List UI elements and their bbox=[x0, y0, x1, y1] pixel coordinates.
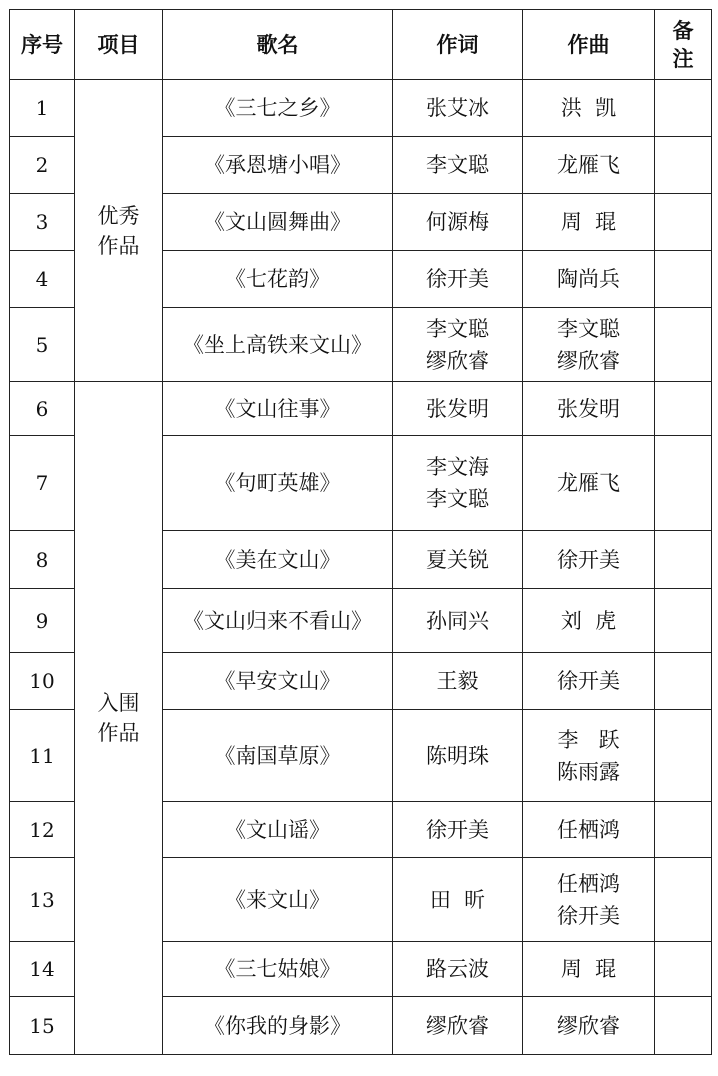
remark-cell bbox=[655, 858, 712, 942]
lyricist: 张发明 bbox=[393, 382, 523, 436]
row-no: 4 bbox=[10, 251, 75, 308]
header-remark-line1: 备 bbox=[672, 18, 694, 43]
remark-cell bbox=[655, 589, 712, 653]
remark-cell bbox=[655, 436, 712, 531]
lyricist: 陈明珠 bbox=[393, 710, 523, 802]
composer-name: 李文聪 bbox=[557, 316, 620, 341]
song-title: 《美在文山》 bbox=[163, 531, 393, 589]
row-no: 8 bbox=[10, 531, 75, 589]
song-title: 《你我的身影》 bbox=[163, 997, 393, 1055]
row-no: 10 bbox=[10, 653, 75, 710]
lyricist: 何源梅 bbox=[393, 194, 523, 251]
table-row bbox=[10, 80, 712, 137]
remark-cell bbox=[655, 382, 712, 436]
lyricist-name: 缪欣睿 bbox=[426, 348, 489, 373]
row-no: 7 bbox=[10, 436, 75, 531]
row-no: 12 bbox=[10, 802, 75, 858]
category-excellent-line2: 作品 bbox=[97, 233, 140, 258]
song-title: 《文山往事》 bbox=[163, 382, 393, 436]
song-title: 《三七之乡》 bbox=[163, 80, 393, 137]
composer: 龙雁飞 bbox=[523, 436, 655, 531]
song-list-table bbox=[9, 9, 712, 1055]
song-title: 《来文山》 bbox=[163, 858, 393, 942]
remark-cell bbox=[655, 710, 712, 802]
row-no: 11 bbox=[10, 710, 75, 802]
remark-cell bbox=[655, 80, 712, 137]
song-title: 《句町英雄》 bbox=[163, 436, 393, 531]
remark-cell bbox=[655, 653, 712, 710]
song-title: 《承恩塘小唱》 bbox=[163, 137, 393, 194]
remark-cell bbox=[655, 308, 712, 382]
lyricist-name: 李文海 bbox=[426, 455, 489, 479]
composer: 任栖鸿 bbox=[523, 802, 655, 858]
composer-name: 缪欣睿 bbox=[557, 348, 620, 373]
composer: 陶尚兵 bbox=[523, 251, 655, 308]
row-no: 13 bbox=[10, 858, 75, 942]
composer: 张发明 bbox=[523, 382, 655, 436]
song-title: 《南国草原》 bbox=[163, 710, 393, 802]
composer bbox=[523, 710, 655, 802]
row-no: 9 bbox=[10, 589, 75, 653]
table-row bbox=[10, 382, 712, 436]
header-lyricist: 作词 bbox=[393, 10, 523, 80]
lyricist-name: 李文聪 bbox=[426, 487, 489, 511]
lyricist: 田 昕 bbox=[393, 858, 523, 942]
composer: 周 琨 bbox=[523, 942, 655, 997]
composer bbox=[523, 308, 655, 382]
song-title: 《文山归来不看山》 bbox=[163, 589, 393, 653]
row-no: 15 bbox=[10, 997, 75, 1055]
lyricist: 缪欣睿 bbox=[393, 997, 523, 1055]
lyricist: 李文聪 bbox=[393, 137, 523, 194]
category-shortlisted bbox=[75, 382, 163, 1055]
composer: 龙雁飞 bbox=[523, 137, 655, 194]
row-no: 3 bbox=[10, 194, 75, 251]
composer: 周 琨 bbox=[523, 194, 655, 251]
remark-cell bbox=[655, 194, 712, 251]
lyricist: 孙同兴 bbox=[393, 589, 523, 653]
lyricist: 王毅 bbox=[393, 653, 523, 710]
remark-cell bbox=[655, 802, 712, 858]
category-shortlisted-line1: 入围 bbox=[97, 691, 140, 715]
category-excellent-line1: 优秀 bbox=[97, 203, 140, 228]
header-composer: 作曲 bbox=[523, 10, 655, 80]
song-title: 《七花韵》 bbox=[163, 251, 393, 308]
header-category: 项目 bbox=[75, 10, 163, 80]
remark-cell bbox=[655, 997, 712, 1055]
composer-name: 陈雨露 bbox=[557, 759, 620, 784]
lyricist: 夏关锐 bbox=[393, 531, 523, 589]
header-no: 序号 bbox=[10, 10, 75, 80]
song-title: 《文山谣》 bbox=[163, 802, 393, 858]
composer: 缪欣睿 bbox=[523, 997, 655, 1055]
row-no: 6 bbox=[10, 382, 75, 436]
lyricist: 徐开美 bbox=[393, 802, 523, 858]
composer bbox=[523, 858, 655, 942]
song-title: 《文山圆舞曲》 bbox=[163, 194, 393, 251]
header-song: 歌名 bbox=[163, 10, 393, 80]
composer-name: 李 跃 bbox=[557, 727, 620, 752]
category-shortlisted-line2: 作品 bbox=[97, 721, 140, 745]
composer: 洪 凯 bbox=[523, 80, 655, 137]
lyricist-name: 李文聪 bbox=[426, 316, 489, 341]
remark-cell bbox=[655, 531, 712, 589]
header-row bbox=[10, 10, 712, 80]
category-excellent bbox=[75, 80, 163, 382]
composer: 徐开美 bbox=[523, 531, 655, 589]
song-title: 《坐上高铁来文山》 bbox=[163, 308, 393, 382]
remark-cell bbox=[655, 137, 712, 194]
row-no: 5 bbox=[10, 308, 75, 382]
song-title: 《三七姑娘》 bbox=[163, 942, 393, 997]
lyricist bbox=[393, 308, 523, 382]
composer-name: 徐开美 bbox=[557, 903, 620, 928]
remark-cell bbox=[655, 942, 712, 997]
lyricist: 路云波 bbox=[393, 942, 523, 997]
composer-name: 任栖鸿 bbox=[557, 871, 620, 896]
header-remark bbox=[655, 10, 712, 80]
lyricist bbox=[393, 436, 523, 531]
lyricist: 徐开美 bbox=[393, 251, 523, 308]
composer: 刘 虎 bbox=[523, 589, 655, 653]
song-title: 《早安文山》 bbox=[163, 653, 393, 710]
composer: 徐开美 bbox=[523, 653, 655, 710]
lyricist: 张艾冰 bbox=[393, 80, 523, 137]
remark-cell bbox=[655, 251, 712, 308]
header-remark-line2: 注 bbox=[672, 46, 694, 71]
row-no: 14 bbox=[10, 942, 75, 997]
row-no: 1 bbox=[10, 80, 75, 137]
row-no: 2 bbox=[10, 137, 75, 194]
